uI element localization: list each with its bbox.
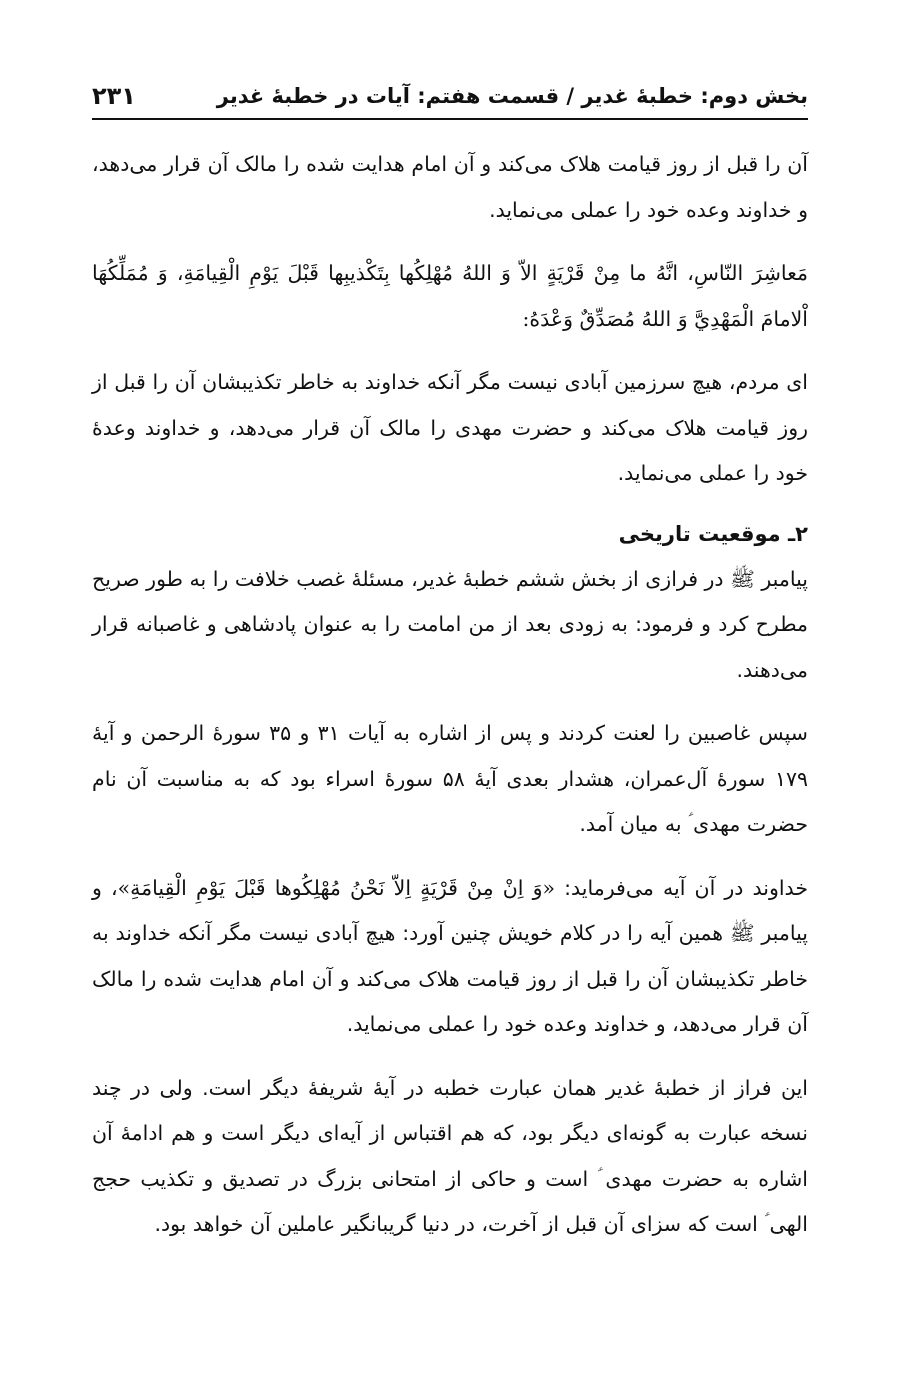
header-title: بخش دوم: خطبهٔ غدیر / قسمت هفتم: آیات در خطبهٔ غدیر (216, 84, 808, 108)
paragraph-verses-reference: سپس غاصبین را لعنت کردند و پس از اشاره به آیات ۳۱ و ۳۵ سورهٔ الرحمن و آیهٔ ۱۷۹ سورهٔ آل‌عمران، هشدار بعدی آیهٔ ۵۸ سورهٔ اسراء بود که به مناسبت آن نام حضرت مهدی ؑ به میان آمد. (92, 721, 808, 836)
book-page (92, 0, 808, 1390)
running-header (92, 76, 808, 116)
section-heading: ۲ـ موقعیت تاریخی (618, 521, 808, 546)
page-body (92, 142, 808, 1248)
paragraph-conclusion: این فراز از خطبهٔ غدیر همان عبارت خطبه در آیهٔ شریفهٔ دیگر است. ولی در چند نسخه عبارت به گونه‌ای دیگر بود، که هم اقتباس از آیه‌ای دیگر است و هم ادامهٔ آن اشاره به حضرت مهدی ؑ است و حاکی از امتحانی بزرگ در تصدیق و تکذیب حجج الهی ؑ است که سزای آن قبل از آخرت، در دنیا گریبانگیر عاملین آن خواهد بود. (92, 1075, 808, 1236)
verse-rest-text: ، و پیامبر ﷺ همین آیه را در کلام خویش چنین آورد: هیچ آبادی نیست مگر آنکه خداوند به خاطر تکذیبشان آن را قبل از روز قیامت هلاک می‌کند و آن امام هدایت شده را مالک آن قرار می‌دهد، و خداوند وعده خود را عملی می‌نماید. (92, 875, 808, 1036)
verse-intro-text: خداوند در آن آیه می‌فرماید: (555, 875, 808, 900)
paragraph-historical-context: پیامبر ﷺ در فرازی از بخش ششم خطبهٔ غدیر، مسئلهٔ غصب خلافت را به طور صریح مطرح کرد و فرمود: به زودی بعد از من امامت را به عنوان پادشاهی و غاصبانه قرار می‌دهند. (92, 566, 808, 682)
quran-verse-quote: «وَ اِنْ مِنْ قَرْيَةٍ اِلاّ نَحْنُ مُهْلِكُوها قَبْلَ يَوْمِ الْقِيامَةِ» (117, 875, 556, 900)
paragraph-verse-explanation (92, 866, 808, 1048)
arabic-sermon-quote: مَعاشِرَ النّاسِ، انَّهُ ما مِنْ قَرْيَةٍ الاّ وَ اللهُ مُهْلِكُها بِتَكْذيبِها قَبْلَ يَوْمِ الْقِيامَةِ، وَ مُمَلِّكُهَا اْلامامَ الْمَهْدِيَّ وَ اللهُ مُصَدِّقٌ وَعْدَهُ: (92, 261, 808, 331)
paragraph-translation: ای مردم، هیچ سرزمین آبادی نیست مگر آنکه خداوند به خاطر تکذیبشان آن را قبل از روز قیامت هلاک می‌کند و حضرت مهدی را مالک آن قرار می‌دهد، و خداوند وعدهٔ خود را عملی می‌نماید. (92, 370, 808, 485)
header-divider (92, 118, 808, 120)
paragraph-continuation: آن را قبل از روز قیامت هلاک می‌کند و آن امام هدایت شده را مالک آن قرار می‌دهد، و خداوند وعده خود را عملی می‌نماید. (92, 152, 808, 222)
page-number: ۲۳۱ (92, 82, 136, 110)
